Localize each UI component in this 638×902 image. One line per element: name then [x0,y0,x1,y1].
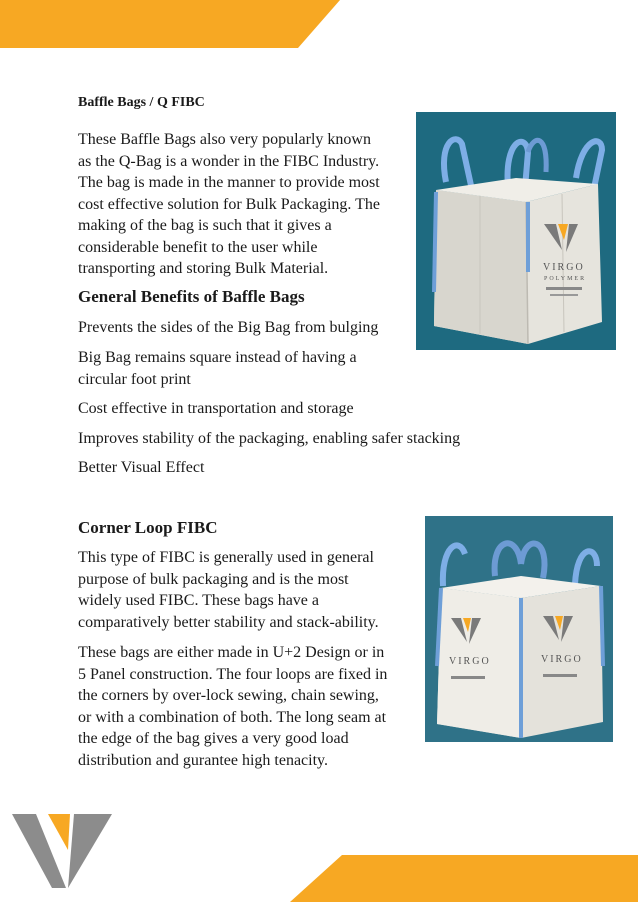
intro-line: cost effective solution for Bulk Packaging. The [78,195,381,213]
bag-brand-text: VIRGO [541,654,583,665]
baffle-bag-photo [416,112,616,350]
para-line: or with a combination of both. The long seam at [78,708,387,726]
para-line: This type of FIBC is generally used in general [78,549,374,566]
benefit-item [78,347,357,390]
para-line: the edge of the bag gives a very good load [78,730,349,747]
bag-brand-text: VIRGO [449,656,491,667]
benefit-line: circular foot print [78,370,191,388]
benefit-item: Improves stability of the packaging, enabling safer stacking [78,430,461,447]
para-line: comparatively better stability and stack-ability. [78,613,379,631]
para-line: purpose of bulk packaging and is the most [78,570,349,588]
corner-loop-paragraph-2 [78,642,423,771]
section-title-baffle-bags: Baffle Bags / Q FIBC [78,95,205,110]
intro-line: These Baffle Bags also very popularly known [78,131,371,148]
para-line: 5 Panel construction. The four loops are fixed in [78,665,388,683]
intro-line: as the Q-Bag is a wonder in the FIBC Industry. [78,152,380,170]
benefit-item: Prevents the sides of the Big Bag from bulging [78,319,379,336]
benefit-line: Big Bag remains square instead of having a [78,349,357,366]
para-line: widely used FIBC. These bags have a [78,592,319,609]
corner-loop-bag-illustration [425,516,613,742]
top-accent-shape [0,0,340,48]
intro-paragraph [78,129,418,280]
bottom-accent-shape [290,855,638,902]
corner-loop-paragraph-1 [78,547,418,633]
company-logo [8,808,116,892]
para-line: the corners by over-lock sewing, chain sewing, [78,687,379,704]
benefit-item: Better Visual Effect [78,459,205,476]
bag-sub-text: POLYMER [544,276,587,282]
corner-loop-bag-photo [425,516,613,742]
intro-line: The bag is made in the manner to provide most [78,174,380,191]
benefit-item: Cost effective in transportation and storage [78,400,354,417]
intro-line: making of the bag is such that it gives a [78,217,332,234]
baffle-bag-illustration [416,112,616,350]
bag-brand-text: VIRGO [543,262,585,273]
intro-line: considerable benefit to the user while [78,238,318,256]
para-line: distribution and gurantee high tenacity. [78,751,329,769]
para-line: These bags are either made in U+2 Design or in [78,644,385,661]
section-title-corner-loop: Corner Loop FIBC [78,518,218,537]
benefits-heading: General Benefits of Baffle Bags [78,287,305,306]
intro-line: transporting and storing Bulk Material. [78,260,329,277]
